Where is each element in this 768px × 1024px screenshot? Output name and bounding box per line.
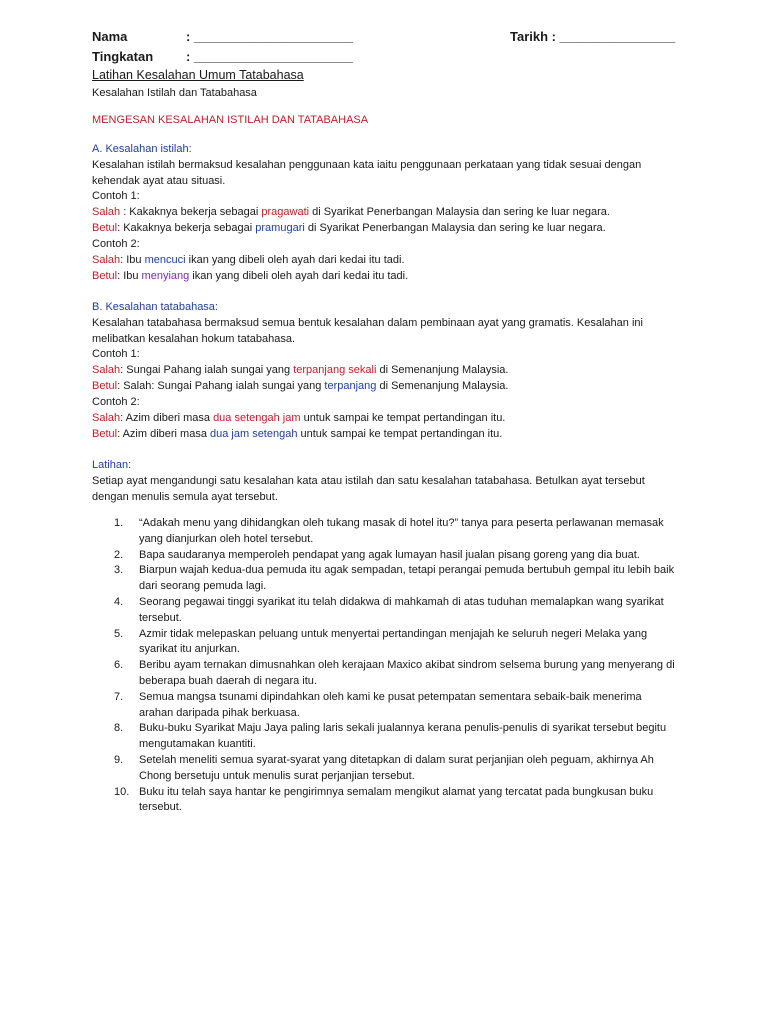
item-number: 7. xyxy=(114,690,124,703)
tingkatan-blank: : ______________________ xyxy=(186,49,354,64)
section-b-heading: B. Kesalahan tatabahasa: xyxy=(92,301,218,313)
page-subtitle: Kesalahan Istilah dan Tatabahasa xyxy=(92,87,257,99)
latihan-instruction: Setiap ayat mengandungi satu kesalahan kata atau istilah dan satu kesalahan tatabahasa. Betulkan ayat tersebut dengan menulis semula ayat tersebut. xyxy=(92,475,645,503)
item-text: Azmir tidak melepaskan peluang untuk menyertai pertandingan menjajah ke seluruh negeri Melaka yang syarikat itu anjurkan. xyxy=(139,627,648,656)
exercise-item xyxy=(92,753,677,785)
section-b-example-2-label: Contoh 2: xyxy=(92,396,140,408)
section-a-example-2-salah xyxy=(92,253,692,269)
main-heading: MENGESAN KESALAHAN ISTILAH DAN TATABAHASA xyxy=(92,114,369,126)
sentence-text: ikan yang dibeli oleh ayah dari kedai itu tadi. xyxy=(185,254,405,266)
exercise-item xyxy=(92,690,677,722)
highlight-word: pragawati xyxy=(261,206,310,218)
sentence-text: di Syarikat Penerbangan Malaysia dan sering ke luar negara. xyxy=(309,206,610,218)
salah-label: Salah xyxy=(92,364,121,376)
exercise-item xyxy=(92,785,677,817)
section-b-example-2-betul xyxy=(92,427,692,443)
sentence-text: ikan yang dibeli oleh ayah dari kedai itu tadi. xyxy=(189,270,409,282)
section-b-example-2-salah xyxy=(92,411,692,427)
sentence-text: : Sungai Pahang ialah sungai yang xyxy=(120,364,294,376)
highlight-word: dua jam setengah xyxy=(210,428,298,440)
exercise-item xyxy=(92,563,677,595)
salah-label: Salah xyxy=(92,206,121,218)
betul-label: Betul xyxy=(92,270,118,282)
exercise-item xyxy=(92,721,677,753)
sentence-text: : Salah: Sungai Pahang ialah sungai yang xyxy=(117,380,325,392)
section-b-example-1-label: Contoh 1: xyxy=(92,348,140,360)
latihan-heading: Latihan: xyxy=(92,459,132,471)
sentence-text: untuk sampai ke tempat pertandingan itu. xyxy=(297,428,503,440)
highlight-word: pramugari xyxy=(255,222,305,234)
nama-label: Nama xyxy=(92,29,128,44)
section-a-heading: A. Kesalahan istilah: xyxy=(92,143,192,155)
sentence-text: : Kakaknya bekerja sebagai xyxy=(117,222,256,234)
section-b-example-1-salah xyxy=(92,363,692,379)
betul-label: Betul xyxy=(92,380,118,392)
betul-label: Betul xyxy=(92,222,118,234)
sentence-text: di Semenanjung Malaysia. xyxy=(376,364,509,376)
item-text: Biarpun wajah kedua-dua pemuda itu agak sempadan, tetapi perangai pemuda bertubuh gempal itu lebih baik dari seorang pemuda lagi. xyxy=(139,564,675,593)
betul-label: Betul xyxy=(92,428,118,440)
item-number: 10. xyxy=(114,785,130,798)
page-title: Latihan Kesalahan Umum Tatabahasa xyxy=(92,68,304,82)
exercise-item xyxy=(92,595,677,627)
nama-blank: : ______________________ xyxy=(186,29,354,44)
item-number: 2. xyxy=(114,548,124,561)
item-number: 1. xyxy=(114,517,124,529)
item-text: Seorang pegawai tinggi syarikat itu telah didakwa di mahkamah di atas tuduhan memalapkan wang syarikat tersebut. xyxy=(139,595,664,624)
section-b-example-1-betul xyxy=(92,379,692,395)
item-number: 8. xyxy=(114,722,124,735)
sentence-text: : Ibu xyxy=(120,254,145,266)
sentence-text: di Syarikat Penerbangan Malaysia dan sering ke luar negara. xyxy=(304,222,606,234)
item-text: Buku itu telah saya hantar ke pengirimnya semalam mengikut alamat yang tercatat pada bungkusan buku tersebut. xyxy=(139,785,654,814)
exercise-item xyxy=(92,548,677,564)
section-a-example-1-betul xyxy=(92,221,692,237)
item-text: Buku-buku Syarikat Maju Jaya paling laris sekali jualannya kerana penulis-penulis di syarikat tersebut begitu mengutamakan kuantiti. xyxy=(139,722,667,751)
item-number: 4. xyxy=(114,595,124,608)
sentence-text: di Semenanjung Malaysia. xyxy=(376,380,509,392)
section-a-example-1-label: Contoh 1: xyxy=(92,190,140,202)
exercise-item xyxy=(92,516,677,548)
sentence-text: : Azim diberi masa xyxy=(120,412,214,424)
exercise-list xyxy=(92,516,677,816)
section-a-example-2-label: Contoh 2: xyxy=(92,238,140,250)
sentence-text: : Ibu xyxy=(117,270,142,282)
highlight-word: mencuci xyxy=(144,254,186,266)
tarikh-field: Tarikh : ________________ xyxy=(510,29,676,44)
highlight-word: dua setengah jam xyxy=(213,412,301,424)
item-text: “Adakah menu yang dihidangkan oleh tukang masak di hotel itu?” tanya para peserta perlawanan memasak yang dianjurkan oleh hotel tersebut. xyxy=(139,517,664,545)
salah-label: Salah xyxy=(92,254,121,266)
section-b-description: Kesalahan tatabahasa bermaksud semua bentuk kesalahan dalam pembinaan ayat yang gramatis. Kesalahan ini melibatkan kesalahan hokum tatabahasa. xyxy=(92,317,643,345)
item-number: 6. xyxy=(114,659,124,672)
item-text: Setelah meneliti semua syarat-syarat yang ditetapkan di dalam surat perjanjian oleh peguam, akhirnya Ah Chong bersetuju untuk menulis surat perjanjian tersebut. xyxy=(139,753,654,782)
tingkatan-label: Tingkatan xyxy=(92,49,154,64)
highlight-word: terpanjang xyxy=(324,380,377,392)
exercise-item xyxy=(92,658,677,690)
item-text: Beribu ayam ternakan dimusnahkan oleh kerajaan Maxico akibat sindrom selsema burung yang menyerang di beberapa buah daerah di negara itu. xyxy=(139,659,675,687)
item-text: Semua mangsa tsunami dipindahkan oleh kami ke pusat petempatan sementara sebaik-baik menerima arahan daripada pihak berkuasa. xyxy=(139,690,642,719)
highlight-word: menyiang xyxy=(141,270,190,282)
sentence-text: : Kakaknya bekerja sebagai xyxy=(120,206,262,218)
sentence-text: : Azim diberi masa xyxy=(117,428,210,440)
highlight-word: terpanjang sekali xyxy=(293,364,377,376)
item-text: Bapa saudaranya memperoleh pendapat yang agak lumayan hasil jualan pisang goreng yang dia buat. xyxy=(139,548,640,561)
section-a-description: Kesalahan istilah bermaksud kesalahan penggunaan kata iaitu penggunaan perkataan yang tidak sesuai dengan kehendak ayat atau situasi. xyxy=(92,159,642,187)
section-a-example-1-salah xyxy=(92,205,692,221)
item-number: 9. xyxy=(114,753,124,766)
item-number: 5. xyxy=(114,627,124,640)
sentence-text: untuk sampai ke tempat pertandingan itu. xyxy=(300,412,506,424)
salah-label: Salah xyxy=(92,412,121,424)
item-number: 3. xyxy=(114,564,124,577)
section-a-example-2-betul xyxy=(92,269,692,285)
exercise-item xyxy=(92,627,677,659)
